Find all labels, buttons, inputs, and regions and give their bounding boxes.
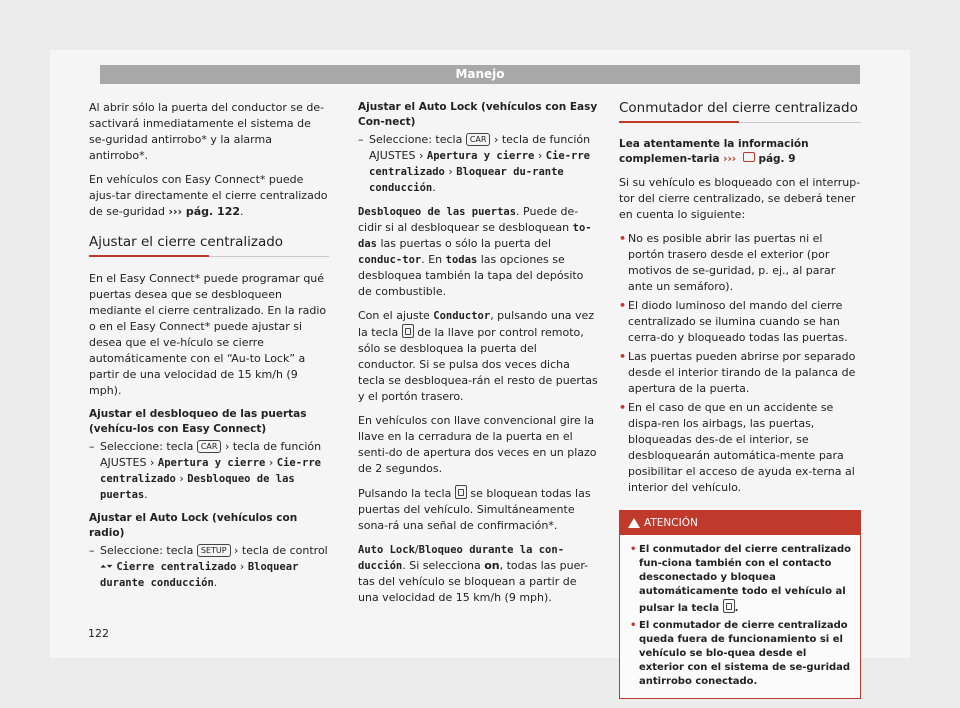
paragraph: Auto Lock/Bloqueo durante la con-ducción. Si selecciona on, todas las puer-tas del vehículo se bloquean a partir de una velocidad de 15 km/h (9 mph). bbox=[358, 543, 589, 604]
list-item: • Las puertas pueden abrirse por separado desde el interior tirando de la palanca de apertura de la puerta. bbox=[619, 349, 861, 397]
section-title: Conmutador del cierre centralizado bbox=[619, 100, 861, 123]
column-middle bbox=[358, 100, 598, 614]
paragraph: Si su vehículo es bloqueado con el interrup-tor del cierre centralizado, se deberá tener en cuenta lo siguiente: bbox=[619, 176, 861, 221]
lock-key-icon bbox=[723, 599, 735, 613]
car-key-icon: CAR bbox=[197, 440, 222, 453]
page-ref-link[interactable]: ››› pág. 122 bbox=[168, 205, 241, 218]
paragraph: En el Easy Connect* puede programar qué puertas desea que se desbloqueen mediante el cierre centralizado. En la radio o en el Easy Connect* puede ajustar si desea que el ve-hículo se cierre automáticamente con el “Au-to Lock” a partir de una velocidad de 15 km/h (9 mph). bbox=[89, 272, 327, 397]
column-right bbox=[619, 100, 861, 699]
list-item: • El diodo luminoso del mando del cierre centralizado se ilumina cuando se han cerra-do y bloqueado todas las puertas. bbox=[619, 298, 861, 346]
step-item: – Seleccione: tecla CAR › tecla de función AJUSTES › Apertura y cierre › Cie-rre centralizado › Desbloqueo de las puertas. bbox=[89, 439, 329, 503]
paragraph: Con el ajuste Conductor, pulsando una vez la tecla de la llave por control remoto, sólo se desbloquea la puerta del conductor. Si se pulsa dos veces dicha tecla se desbloquea-rán el resto de puertas y el portón trasero. bbox=[358, 309, 598, 403]
list-item: • En el caso de que en un accidente se dispa-ren los airbags, las puertas, bloqueadas des-de el interior, se desbloquearán automática-mente para posibilitar el acceso de ayuda ex-terna al interior del vehículo. bbox=[619, 400, 861, 496]
page-ref-link[interactable]: ››› bbox=[723, 153, 737, 165]
paragraph: En vehículos con llave convencional gire la llave en la cerradura de la puerta en el senti-do de apertura dos veces en un plazo de 2 segundos. bbox=[358, 414, 597, 475]
warning-box bbox=[619, 510, 861, 699]
warning-triangle-icon bbox=[628, 518, 640, 528]
lock-key-icon bbox=[455, 485, 467, 499]
subheading: Ajustar el desbloqueo de las puertas (vehícu-los con Easy Connect) bbox=[89, 408, 307, 435]
paragraph: Al abrir sólo la puerta del conductor se de-sactivará inmediatamente el sistema de se-guridad antirrobo* y la alarma antirrobo*. bbox=[89, 101, 325, 162]
intro-note: Lea atentamente la información complemen-taria ››› pág. 9 bbox=[619, 138, 809, 165]
setup-key-icon: SETUP bbox=[197, 544, 231, 557]
car-book-icon bbox=[743, 152, 755, 162]
subheading: Ajustar el Auto Lock (vehículos con Easy Con-nect) bbox=[358, 101, 598, 128]
unlock-key-icon bbox=[402, 324, 414, 338]
step-item: – Seleccione: tecla CAR › tecla de función AJUSTES › Apertura y cierre › Cie-rre centralizado › Bloquear du-rante conducción. bbox=[358, 132, 598, 196]
step-item: – Seleccione: tecla SETUP › tecla de control ⏶⏷ Cierre centralizado › Bloquear durante conducción. bbox=[89, 543, 329, 591]
page-number: 122 bbox=[88, 627, 109, 640]
warning-header: ! ATENCIÓN bbox=[620, 511, 860, 535]
manual-page bbox=[50, 50, 910, 687]
up-down-arrows-icon: ⏶⏷ bbox=[100, 562, 113, 571]
paragraph: En vehículos con Easy Connect* puede ajus-tar directamente el cierre centralizado de se-guridad ››› pág. 122. bbox=[89, 173, 328, 218]
list-item: • No es posible abrir las puertas ni el portón trasero desde el exterior (por motivos de se-guridad, p. ej., al parar ante un semáforo). bbox=[619, 231, 861, 295]
car-key-icon: CAR bbox=[466, 133, 491, 146]
warning-body bbox=[620, 535, 860, 698]
section-title: Ajustar el cierre centralizado bbox=[89, 234, 329, 257]
column-left bbox=[89, 100, 329, 599]
paragraph: Pulsando la tecla se bloquean todas las puertas del vehículo. Simultáneamente sona-rá una señal de confirmación*. bbox=[358, 487, 591, 532]
warning-item: • El conmutador de cierre centralizado queda fuera de funcionamiento si el vehículo se blo-quea desde el exterior con el sistema de se-guridad antirrobo conectado. bbox=[630, 619, 852, 689]
chapter-header: Manejo bbox=[100, 65, 860, 84]
warning-item: • El conmutador del cierre centralizado fun-ciona también con el contacto desconectado y bloquea automáticamente todo el vehículo al pulsar la tecla . bbox=[630, 543, 852, 616]
subheading: Ajustar el Auto Lock (vehículos con radio) bbox=[89, 512, 298, 539]
paragraph: Desbloqueo de las puertas. Puede de-cidir si al desbloquear se desbloquean to-das las puertas o sólo la puerta del conduc-tor. En todas las opciones se desbloquea también la tapa del depósito de combustible. bbox=[358, 205, 592, 298]
